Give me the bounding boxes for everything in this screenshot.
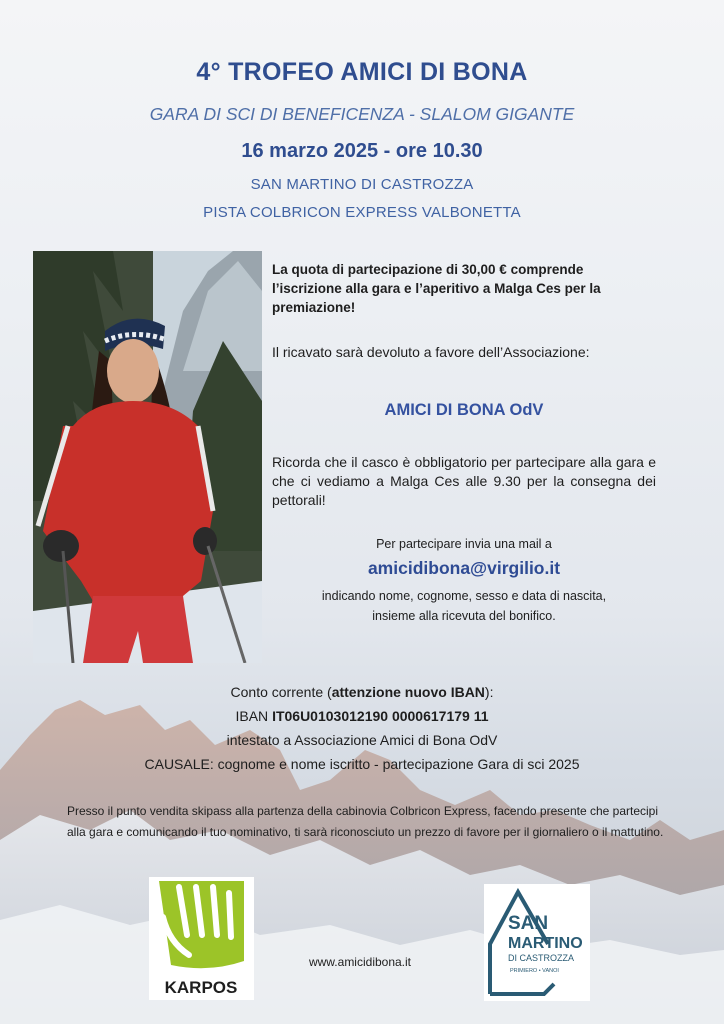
logo-word-primiero: PRIMIERO • VANOI bbox=[510, 968, 559, 974]
casco-notice: Ricorda che il casco è obbligatorio per partecipare alla gara e che ci vediamo a Malga Ces alle 9.30 per la consegna dei pettorali! bbox=[272, 454, 656, 508]
skipass-discount-text: Presso il punto vendita skipass alla partenza della cabinovia Colbricon Express, facendo presente che partecipi alla gara e comunicando il tuo nominativo, ti sarà riconosciuto un prezzo di favore per il giornaliero o il mattutino. bbox=[67, 804, 664, 839]
iban-warning: attenzione nuovo IBAN bbox=[331, 684, 485, 700]
karpos-logo bbox=[149, 877, 254, 1000]
iban-line bbox=[0, 704, 724, 728]
skier-photo bbox=[33, 251, 262, 663]
event-slope: PISTA COLBRICON EXPRESS VALBONETTA bbox=[203, 204, 521, 221]
email-instructions-line2: insieme alla ricevuta del bonifico. bbox=[372, 609, 556, 623]
event-date: 16 marzo 2025 - ore 10.30 bbox=[241, 140, 483, 162]
iban-value: IT06U0103012190 0000617179 11 bbox=[272, 708, 489, 724]
association-name: AMICI DI BONA OdV bbox=[384, 401, 544, 419]
payment-reason: CAUSALE: cognome e nome iscritto - partecipazione Gara di sci 2025 bbox=[144, 756, 580, 772]
logo-word-martino: MARTINO bbox=[508, 935, 583, 952]
ricavato-text: Il ricavato sarà devoluto a favore dell’Associazione: bbox=[272, 344, 590, 360]
logo-word-castrozza: DI CASTROZZA bbox=[508, 953, 575, 963]
participate-instruction: Per partecipare invia una mail a bbox=[376, 537, 552, 551]
account-holder: intestato a Associazione Amici di Bona OdV bbox=[226, 732, 498, 748]
iban-label: IBAN bbox=[235, 708, 273, 724]
event-subtitle: GARA DI SCI DI BENEFICENZA - SLALOM GIGANTE bbox=[149, 104, 575, 124]
quota-text: La quota di partecipazione di 30,00 € comprende l’iscrizione alla gara e l’aperitivo a Malga Ces per la premiazione! bbox=[272, 262, 601, 315]
bank-details bbox=[0, 680, 724, 776]
website-link[interactable]: www.amicidibona.it bbox=[308, 955, 412, 969]
event-location: SAN MARTINO DI CASTROZZA bbox=[250, 176, 474, 193]
karpos-wordmark: KARPOS bbox=[164, 978, 238, 997]
email-instructions-line1: indicando nome, cognome, sesso e data di nascita, bbox=[321, 589, 607, 603]
conto-prefix: Conto corrente ( bbox=[230, 684, 332, 700]
logo-word-san: SAN bbox=[508, 913, 549, 934]
conto-suffix: ): bbox=[484, 684, 494, 700]
san-martino-logo bbox=[484, 884, 590, 1001]
contact-email[interactable]: amicidibona@virgilio.it bbox=[367, 558, 561, 578]
bank-account-line bbox=[0, 680, 724, 704]
event-title: 4° TROFEO AMICI DI BONA bbox=[196, 58, 528, 86]
